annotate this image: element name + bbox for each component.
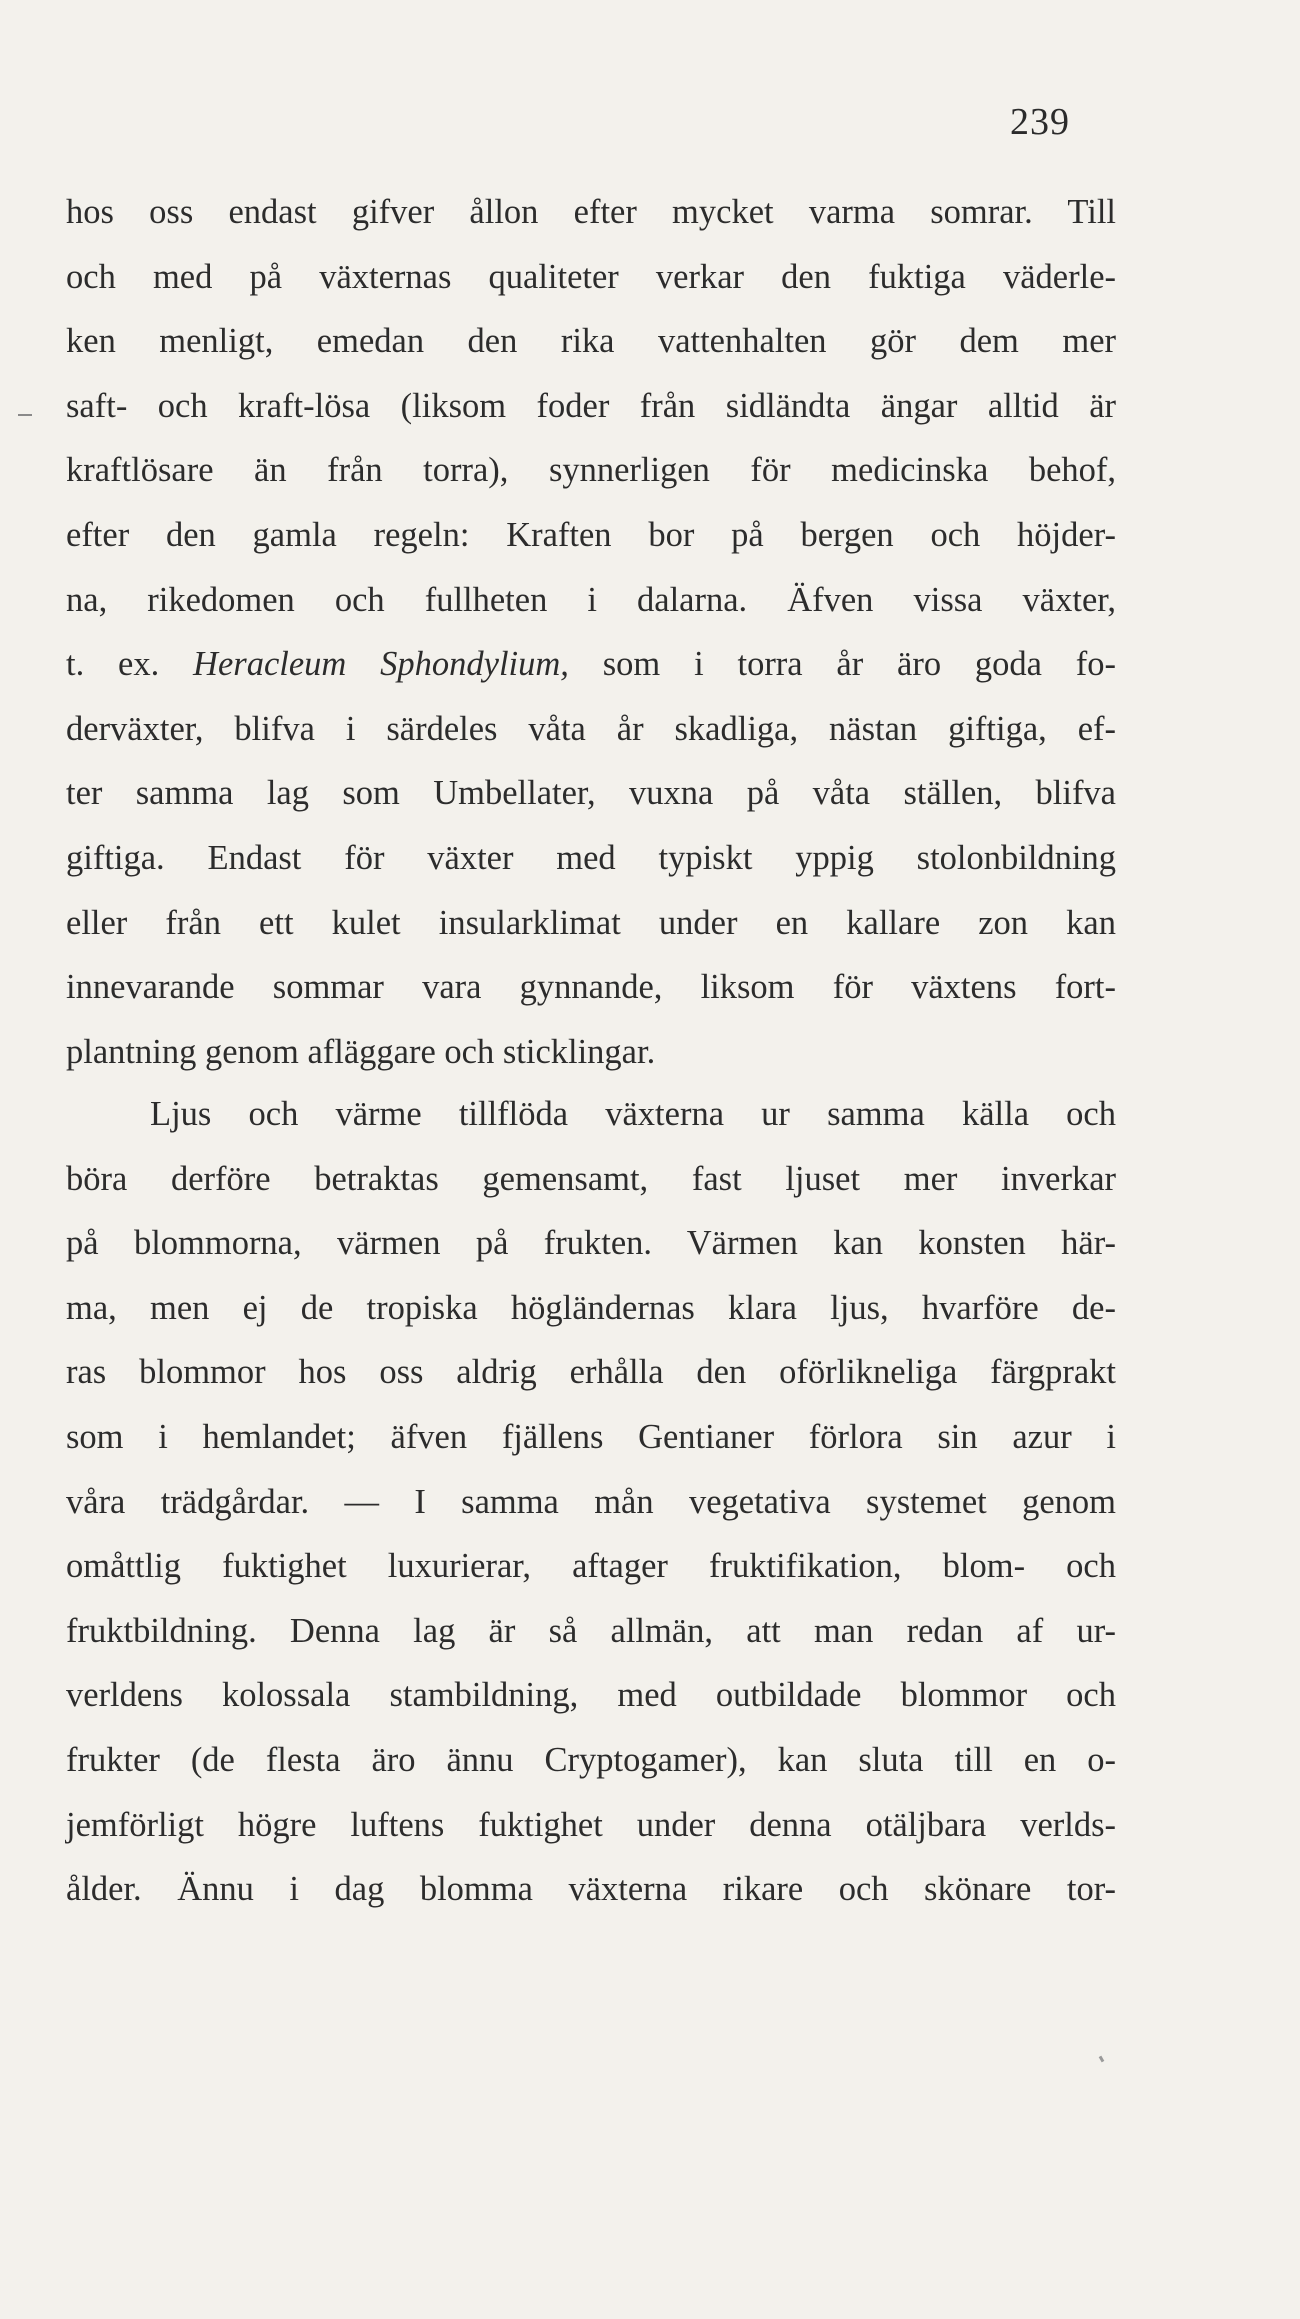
text-line: frukter (de flesta äro ännu Cryptogamer), kan sluta till en o-	[66, 1740, 1116, 1779]
text-line: omåttlig fuktighet luxurierar, aftager fruktifikation, blom- och	[66, 1547, 1116, 1586]
text-line: kraftlösare än från torra), synnerligen för medicinska behof,	[66, 451, 1116, 490]
paragraph-2	[66, 1082, 1116, 1922]
text-line: våra trädgårdar. — I samma mån vegetativa systemet genom	[66, 1482, 1116, 1521]
text-line: böra derföre betraktas gemensamt, fast ljuset mer inverkar	[66, 1159, 1116, 1198]
text-line: giftiga. Endast för växter med typiskt yppig stolonbildning	[66, 838, 1116, 877]
text-line: eller från ett kulet insularklimat under en kallare zon kan	[66, 903, 1116, 942]
text-line: fruktbildning. Denna lag är så allmän, att man redan af ur-	[66, 1611, 1116, 1650]
text-line: plantning genom afläggare och sticklingar.	[66, 1032, 656, 1071]
page-number: 239	[1010, 101, 1070, 143]
text-line: ter samma lag som Umbellater, vuxna på våta ställen, blifva	[66, 774, 1116, 813]
text-line: på blommorna, värmen på frukten. Värmen kan konsten här-	[66, 1224, 1116, 1263]
text-line: efter den gamla regeln: Kraften bor på bergen och höjder-	[66, 515, 1116, 554]
text-line: Ljus och värme tillflöda växterna ur samma källa och	[150, 1095, 1116, 1133]
text-line: ma, men ej de tropiska högländernas klara ljus, hvarföre de-	[66, 1288, 1116, 1327]
text-line: och med på växternas qualiteter verkar den fuktiga väderle-	[66, 257, 1116, 296]
text-line: saft- och kraft-lösa (liksom foder från sidländta ängar alltid är	[66, 386, 1116, 425]
text-line: na, rikedomen och fullheten i dalarna. Äfven vissa växter,	[66, 580, 1116, 619]
text-line: verldens kolossala stambildning, med outbildade blommor och	[66, 1676, 1116, 1715]
text-line: jemförligt högre luftens fuktighet under denna otäljbara verlds-	[66, 1805, 1116, 1844]
text-line: som i hemlandet; äfven fjällens Gentianer förlora sin azur i	[66, 1417, 1116, 1456]
text-line: hos oss endast gifver ållon efter mycket varma somrar. Till	[66, 193, 1116, 231]
text-line: ålder. Ännu i dag blomma växterna rikare och skönare tor-	[66, 1870, 1116, 1909]
text-line	[66, 632, 1116, 697]
ink-speck	[1099, 2056, 1105, 2063]
text-line: innevarande sommar vara gynnande, liksom för växtens fort-	[66, 968, 1116, 1007]
text-fragment: t. ex.	[66, 645, 160, 684]
text-line: ras blommor hos oss aldrig erhålla den oförlikneliga färgprakt	[66, 1353, 1116, 1392]
margin-mark	[18, 414, 32, 416]
text-fragment: som i torra år äro goda fo-	[602, 645, 1117, 684]
species-name: Heracleum Sphondylium,	[193, 645, 569, 684]
text-line: ken menligt, emedan den rika vattenhalten gör dem mer	[66, 322, 1116, 361]
paragraph-1	[66, 180, 1116, 1084]
text-line: derväxter, blifva i särdeles våta år skadliga, nästan giftiga, ef-	[66, 709, 1116, 748]
